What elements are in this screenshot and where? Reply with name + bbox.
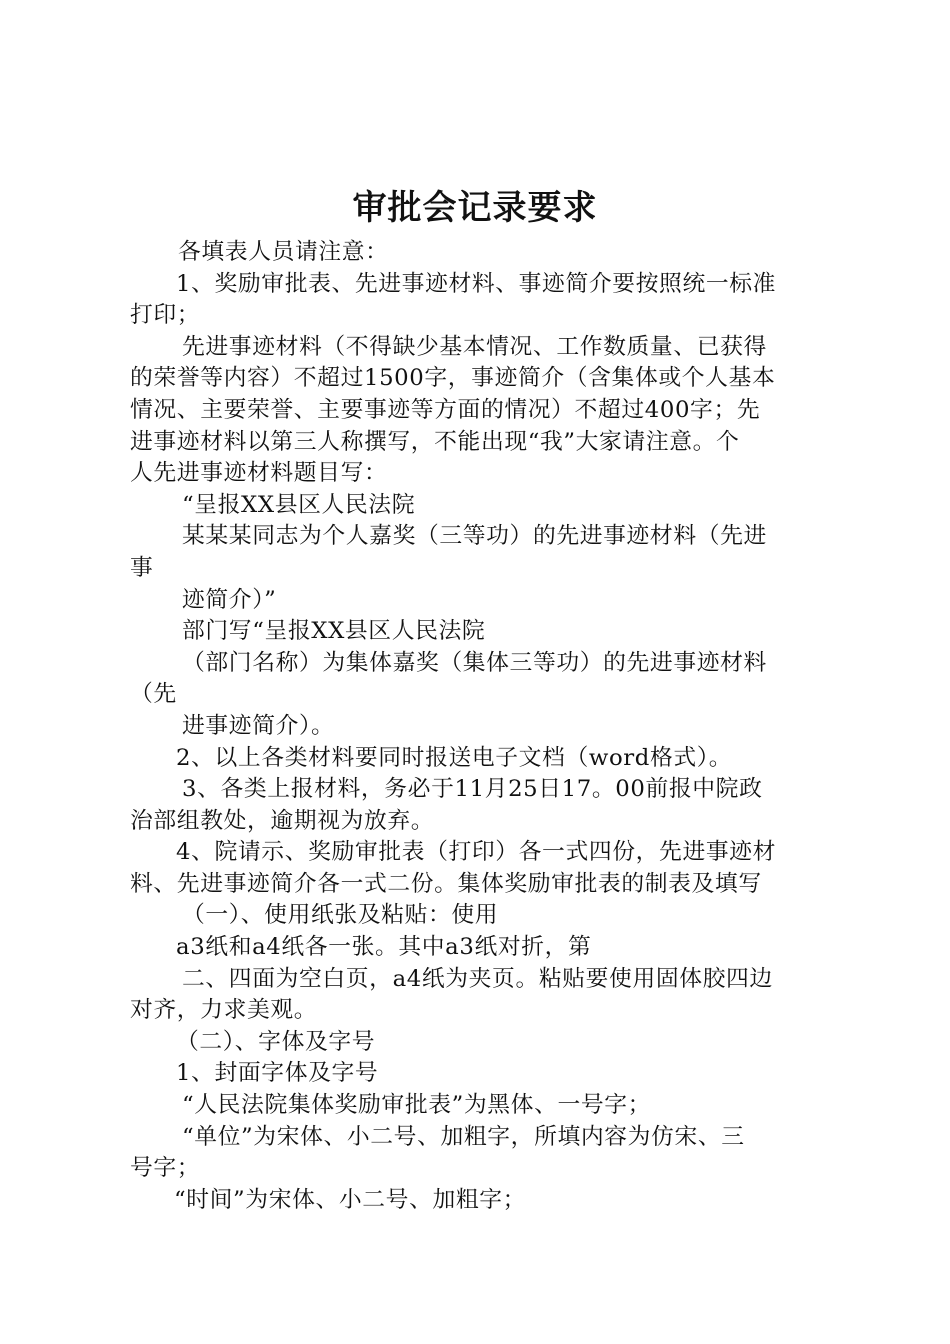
page-title: 审批会记录要求 — [352, 188, 598, 228]
text-line: 的荣誉等内容）不超过1500字，事迹简介（含集体或个人基本 — [130, 365, 776, 392]
text-line: （先 — [130, 681, 177, 708]
text-line: 4、院请示、奖励审批表（打印）各一式四份，先进事迹材 — [176, 839, 777, 866]
text-line: （部门名称）为集体嘉奖（集体三等功）的先进事迹材料 — [182, 649, 767, 676]
text-line: 号字； — [130, 1155, 201, 1182]
document-body — [130, 237, 830, 1216]
text-line: 人先进事迹材料题目写： — [130, 460, 388, 487]
text-line: 3、各类上报材料，务必于11月25日17。00前报中院政 — [182, 776, 763, 803]
text-line: “单位”为宋体、小二号、加粗字，所填内容为仿宋、三 — [182, 1123, 745, 1150]
text-line: 2、以上各类材料要同时报送电子文档（word格式）。 — [176, 744, 733, 771]
text-line: 1、封面字体及字号 — [176, 1060, 379, 1087]
text-line: 1、奖励审批表、先进事迹材料、事迹简介要按照统一标准 — [176, 270, 777, 297]
text-line: a3纸和a4纸各一张。其中a3纸对折，第 — [176, 934, 592, 961]
text-line: 情况、主要荣誉、主要事迹等方面的情况）不超过400字；先 — [130, 396, 761, 423]
text-line: 料、先进事迹简介各一式二份。集体奖励审批表的制表及填写 — [130, 870, 762, 897]
text-line: 二、四面为空白页，a4纸为夹页。粘贴要使用固体胶四边 — [182, 965, 773, 992]
text-line: （二）、字体及字号 — [176, 1028, 376, 1055]
text-line: “时间”为宋体、小二号、加粗字； — [174, 1186, 527, 1213]
text-line: 进事迹简介）。 — [182, 712, 335, 739]
text-line: 对齐，力求美观。 — [130, 997, 318, 1024]
text-line: 事 — [130, 554, 154, 581]
text-line: 治部组教处，逾期视为放弃。 — [130, 807, 435, 834]
text-line: 某某某同志为个人嘉奖（三等功）的先进事迹材料（先进 — [182, 523, 767, 550]
text-line: 进事迹材料以第三人称撰写，不能出现“我”大家请注意。个 — [130, 428, 740, 455]
text-line: “呈报XX县区人民法院 — [182, 491, 416, 518]
text-line: （一）、使用纸张及粘贴：使用 — [182, 902, 499, 929]
text-line: 部门写“呈报XX县区人民法院 — [182, 618, 486, 645]
text-line: 迹简介）” — [182, 586, 277, 613]
text-line: 先进事迹材料（不得缺少基本情况、工作数质量、已获得 — [182, 333, 767, 360]
text-line: “人民法院集体奖励审批表”为黑体、一号字； — [182, 1092, 652, 1119]
text-line: 各填表人员请注意： — [178, 239, 389, 265]
text-line: 打印； — [130, 302, 201, 329]
